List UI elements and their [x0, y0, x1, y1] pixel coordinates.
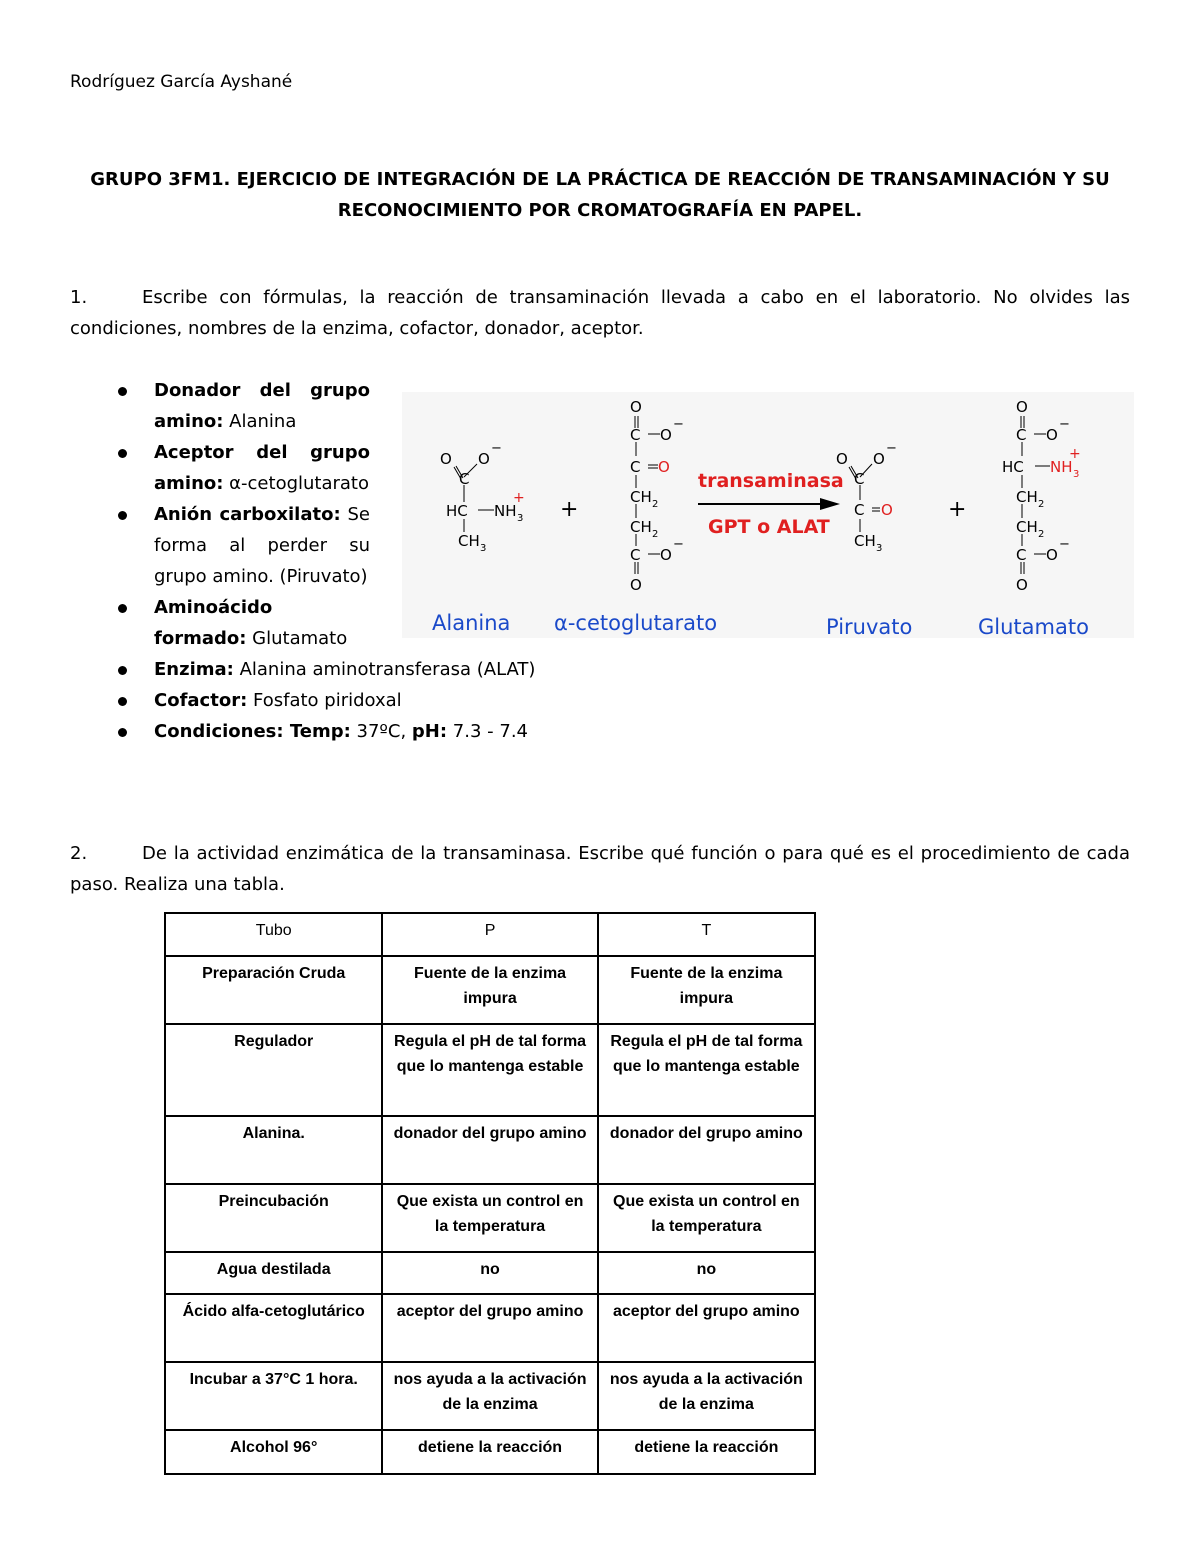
- bullet-value: Fosfato piridoxal: [247, 690, 402, 711]
- svg-text:3: 3: [480, 543, 487, 554]
- table-cell: Preincubación: [165, 1184, 382, 1252]
- svg-text:−: −: [1059, 417, 1070, 432]
- table-header: P: [382, 913, 597, 956]
- svg-text:C: C: [630, 546, 641, 564]
- svg-text:+: +: [1069, 446, 1081, 462]
- svg-text:C: C: [854, 501, 865, 519]
- bullet-value-ph: 7.3 - 7.4: [447, 721, 528, 742]
- svg-text:CH: CH: [854, 532, 876, 550]
- enzyme-label-bottom: GPT o ALAT: [708, 516, 830, 538]
- table-cell: aceptor del grupo amino: [382, 1294, 597, 1362]
- bullet-carboxylate: [114, 499, 370, 592]
- table-cell: nos ayuda a la activación de la enzima: [598, 1362, 815, 1430]
- svg-text:O: O: [873, 450, 885, 468]
- bullet-conditions: [114, 716, 535, 747]
- svg-text:CH: CH: [630, 488, 652, 506]
- page-title: GRUPO 3FM1. EJERCICIO DE INTEGRACIÓN DE LA PRÁCTICA DE REACCIÓN DE TRANSAMINACIÓN Y SU RECONOCIMIENTO POR CROMATOGRAFÍA EN PAPEL.: [90, 169, 1110, 221]
- svg-text:−: −: [886, 441, 897, 456]
- question-1: [70, 282, 1130, 344]
- table-cell: Regula el pH de tal forma que lo mantenga estable: [382, 1024, 597, 1116]
- svg-text:C: C: [630, 426, 641, 444]
- svg-text:HC: HC: [1002, 458, 1024, 476]
- table-cell: Ácido alfa-cetoglutárico: [165, 1294, 382, 1362]
- svg-text:O: O: [440, 450, 452, 468]
- table-row: [165, 956, 815, 1024]
- table-cell: detiene la reacción: [598, 1430, 815, 1474]
- svg-text:−: −: [1059, 537, 1070, 552]
- table-cell: no: [598, 1252, 815, 1294]
- svg-text:O: O: [1046, 546, 1058, 564]
- bullet-value: Alanina: [223, 411, 297, 432]
- bullet-value: Glutamato: [246, 628, 348, 649]
- bullet-label: Enzima:: [154, 659, 234, 680]
- bullet-label: Aminoácido formado:: [154, 597, 273, 649]
- svg-text:O: O: [630, 398, 642, 416]
- svg-text:2: 2: [1038, 529, 1045, 540]
- svg-text:NH: NH: [1050, 458, 1073, 476]
- table-cell: donador del grupo amino: [382, 1116, 597, 1184]
- table-cell: aceptor del grupo amino: [598, 1294, 815, 1362]
- bullet-acceptor: [114, 437, 370, 499]
- table-cell: Agua destilada: [165, 1252, 382, 1294]
- question-2-number: 2.: [70, 843, 88, 864]
- svg-text:C: C: [1016, 426, 1027, 444]
- svg-text:O: O: [881, 501, 893, 519]
- table-cell: nos ayuda a la activación de la enzima: [382, 1362, 597, 1430]
- bullet-amino-acid: [114, 592, 370, 654]
- bullet-enzyme: [114, 654, 535, 685]
- table-row: [165, 1116, 815, 1184]
- question-1-text: Escribe con fórmulas, la reacción de transaminación llevada a cabo en el laboratorio. No olvides las condiciones, nombres de la enzima, cofactor, donador, aceptor.: [70, 287, 1130, 339]
- table-header: T: [598, 913, 815, 956]
- table-cell: no: [382, 1252, 597, 1294]
- bullet-label: Cofactor:: [154, 690, 248, 711]
- table-cell: Fuente de la enzima impura: [382, 956, 597, 1024]
- svg-text:O: O: [1046, 426, 1058, 444]
- table-cell: Incubar a 37°C 1 hora.: [165, 1362, 382, 1430]
- bullet-label: Condiciones: Temp:: [154, 721, 351, 742]
- bullet-label: Donador del grupo amino:: [154, 380, 370, 432]
- svg-text:O: O: [836, 450, 848, 468]
- table-row: [165, 1252, 815, 1294]
- svg-text:CH: CH: [630, 518, 652, 536]
- table-cell: Regula el pH de tal forma que lo mantenga estable: [598, 1024, 815, 1116]
- table-row: [165, 1294, 815, 1362]
- table-row: [165, 1362, 815, 1430]
- svg-text:CH: CH: [458, 532, 480, 550]
- reaction-diagram: [402, 392, 1134, 638]
- svg-text:CH: CH: [1016, 488, 1038, 506]
- svg-text:2: 2: [1038, 499, 1045, 510]
- svg-text:NH: NH: [494, 502, 517, 520]
- svg-text:O: O: [660, 426, 672, 444]
- bullet-donor: [114, 375, 370, 437]
- enzyme-label-top: transaminasa: [698, 470, 844, 492]
- procedure-table: [164, 912, 816, 1475]
- compound-name-glutamato: Glutamato: [978, 615, 1089, 638]
- bullet-label-ph: pH:: [411, 721, 448, 742]
- table-cell: Fuente de la enzima impura: [598, 956, 815, 1024]
- table-header: Tubo: [165, 913, 382, 956]
- svg-text:C: C: [1016, 546, 1027, 564]
- table-row: [165, 1184, 815, 1252]
- svg-text:O: O: [478, 450, 490, 468]
- table-row: [165, 1430, 815, 1474]
- svg-text:C: C: [854, 470, 865, 488]
- question-2-text: De la actividad enzimática de la transaminasa. Escribe qué función o para qué es el procedimiento de cada paso. Realiza una tabla.: [70, 843, 1130, 895]
- table-cell: Que exista un control en la temperatura: [598, 1184, 815, 1252]
- table-row: [165, 1024, 815, 1116]
- svg-text:2: 2: [652, 529, 659, 540]
- svg-text:−: −: [673, 537, 684, 552]
- bullet-label: Aceptor del grupo amino:: [154, 442, 370, 494]
- svg-text:O: O: [1016, 398, 1028, 416]
- compound-name-cetoglutarato: α-cetoglutarato: [554, 611, 718, 635]
- bullet-value: Se forma al perder su grupo amino. (Piruvato): [154, 504, 370, 587]
- plus-sign: +: [560, 497, 579, 522]
- question-1-number: 1.: [70, 287, 88, 308]
- svg-text:3: 3: [876, 543, 883, 554]
- svg-text:O: O: [658, 458, 670, 476]
- table-cell: Preparación Cruda: [165, 956, 382, 1024]
- svg-text:−: −: [491, 441, 502, 456]
- svg-text:−: −: [673, 417, 684, 432]
- author-name: Rodríguez García Ayshané: [70, 72, 293, 92]
- table-cell: Regulador: [165, 1024, 382, 1116]
- table-cell: detiene la reacción: [382, 1430, 597, 1474]
- bullet-value: α-cetoglutarato: [223, 473, 369, 494]
- svg-text:O: O: [630, 576, 642, 594]
- table-cell: Alcohol 96°: [165, 1430, 382, 1474]
- table-header-row: [165, 913, 815, 956]
- svg-text:CH: CH: [1016, 518, 1038, 536]
- svg-text:O: O: [1016, 576, 1028, 594]
- table-cell: Alanina.: [165, 1116, 382, 1184]
- table-cell: donador del grupo amino: [598, 1116, 815, 1184]
- svg-text:3: 3: [517, 513, 524, 524]
- plus-sign: +: [948, 497, 967, 522]
- svg-text:O: O: [660, 546, 672, 564]
- svg-text:3: 3: [1073, 469, 1080, 480]
- bullet-value: Alanina aminotransferasa (ALAT): [233, 659, 536, 680]
- svg-text:+: +: [513, 490, 525, 506]
- svg-text:C: C: [630, 458, 641, 476]
- compound-name-alanina: Alanina: [432, 611, 511, 635]
- svg-text:HC: HC: [446, 502, 468, 520]
- bullet-label: Anión carboxilato:: [154, 504, 341, 525]
- svg-text:2: 2: [652, 499, 659, 510]
- bullet-value: 37ºC,: [350, 721, 412, 742]
- compound-name-piruvato: Piruvato: [826, 615, 913, 638]
- bullet-cofactor: [114, 685, 535, 716]
- svg-text:C: C: [459, 470, 470, 488]
- question-2: [70, 838, 1130, 900]
- table-cell: Que exista un control en la temperatura: [382, 1184, 597, 1252]
